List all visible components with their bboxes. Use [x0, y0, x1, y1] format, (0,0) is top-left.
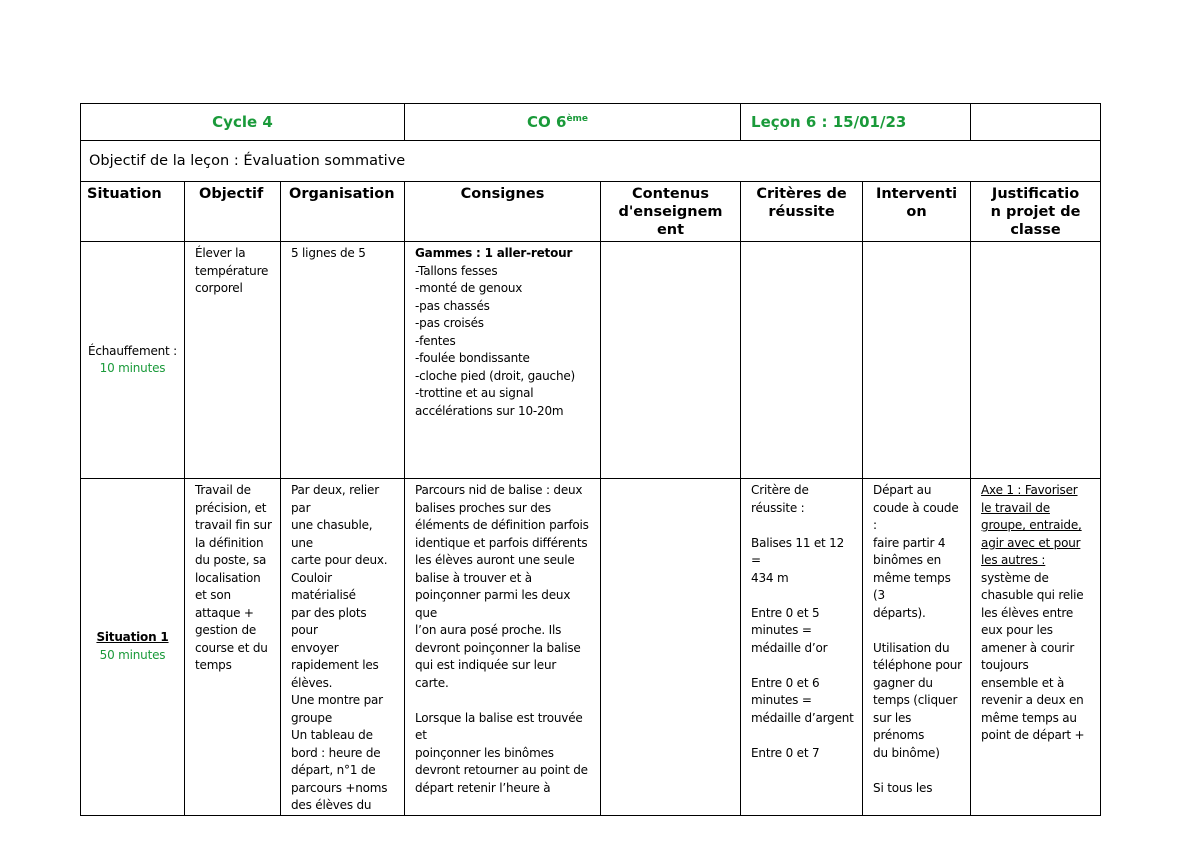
col-organisation: Organisation [281, 182, 405, 242]
list-item: -fentes [415, 333, 456, 348]
warmup-organisation-cell: 5 lignes de 5 [281, 242, 405, 479]
list-item: accélérations sur 10-20m [415, 403, 564, 418]
list-item: -cloche pied (droit, gauche) [415, 368, 576, 383]
lesson-plan-document [80, 103, 1100, 816]
col-criteres: Critères de réussite [741, 182, 863, 242]
warmup-criteres-cell [741, 242, 863, 479]
situation1-label: Situation 1 [96, 630, 169, 645]
col-consignes: Consignes [405, 182, 601, 242]
warmup-justification-cell [971, 242, 1101, 479]
cycle-label: Cycle 4 [212, 113, 273, 131]
cycle-cell [81, 104, 405, 141]
situation1-intervention-cell: Départ au coude à coude : faire partir 4 binômes en même temps (3 départs). Utilisation du téléphone pour gagner du temps (cliquer sur les prénoms du binôme) Si tous les [863, 479, 971, 816]
situation1-situation-cell [81, 479, 185, 816]
class-cell [405, 104, 741, 141]
header-empty-cell [971, 104, 1101, 141]
lesson-plan-table [80, 103, 1101, 816]
situation1-objectif-cell: Travail de précision, et travail fin sur la définition du poste, sa localisation et son attaque + gestion de course et du temps [185, 479, 281, 816]
situation1-contenus-cell [601, 479, 741, 816]
lesson-cell [741, 104, 971, 141]
warmup-objectif-cell: Élever la température corporel [185, 242, 281, 479]
class-label-sup: ème [566, 114, 589, 124]
warmup-row [81, 242, 1101, 479]
col-intervention: Interventi on [863, 182, 971, 242]
col-situation: Situation [81, 182, 185, 242]
situation1-organisation-cell: Par deux, relier par une chasuble, une carte pour deux. Couloir matérialisé par des plots pour envoyer rapidement les élèves. Une montre par groupe Un tableau de bord : heure de départ, n°1 de parcours +noms des élèves du [281, 479, 405, 816]
objective-row [81, 141, 1101, 182]
col-objectif: Objectif [185, 182, 281, 242]
warmup-time: 10 minutes [99, 361, 166, 375]
warmup-situation-cell [81, 242, 185, 479]
situation1-row [81, 479, 1101, 816]
warmup-label: Échauffement : [87, 343, 178, 358]
objective-cell [81, 141, 1101, 182]
situation1-consignes-cell: Parcours nid de balise : deux balises proches sur des éléments de définition parfois identique et parfois différents les élèves auront une seule balise à trouver et à poinçonner parmi les deux que l’on aura posé proche. Ils devront poinçonner la balise qui est indiquée sur leur carte. Lorsque la balise est trouvée et poinçonner les binômes devront retourner au point de départ retenir l’heure à [405, 479, 601, 816]
warmup-contenus-cell [601, 242, 741, 479]
warmup-consignes-cell [405, 242, 601, 479]
list-item: -monté de genoux [415, 281, 523, 295]
warmup-consignes-title: Gammes : 1 aller-retour [415, 246, 573, 260]
list-item: -Tallons fesses [415, 263, 498, 278]
list-item: -foulée bondissante [415, 351, 530, 365]
situation1-criteres-cell: Critère de réussite : Balises 11 et 12 = 434 m Entre 0 et 5 minutes = médaille d’or Entre 0 et 6 minutes = médaille d’argent Entre 0 et 7 [741, 479, 863, 816]
lesson-label: Leçon 6 : 15/01/23 [751, 113, 907, 131]
column-header-row [81, 182, 1101, 242]
list-item: -pas croisés [415, 316, 484, 330]
warmup-intervention-cell [863, 242, 971, 479]
list-item: -pas chassés [415, 298, 490, 313]
header-row [81, 104, 1101, 141]
col-justification: Justificatio n projet de classe [971, 182, 1101, 242]
col-contenus: Contenus d'enseignem ent [601, 182, 741, 242]
situation1-justification-cell: Axe 1 : Favoriser le travail de groupe, entraide, agir avec et pour les autres : système de chasuble qui relie les élèves entre eux pour les amener à courir toujours ensemble et à revenir a deux en même temps au point de départ + [971, 479, 1101, 816]
situation1-time: 50 minutes [99, 647, 166, 662]
objective-label: Objectif de la leçon : [89, 153, 239, 169]
list-item: -trottine et au signal [415, 386, 534, 400]
objective-value: Évaluation sommative [243, 153, 406, 169]
class-label: CO 6 [527, 113, 567, 131]
